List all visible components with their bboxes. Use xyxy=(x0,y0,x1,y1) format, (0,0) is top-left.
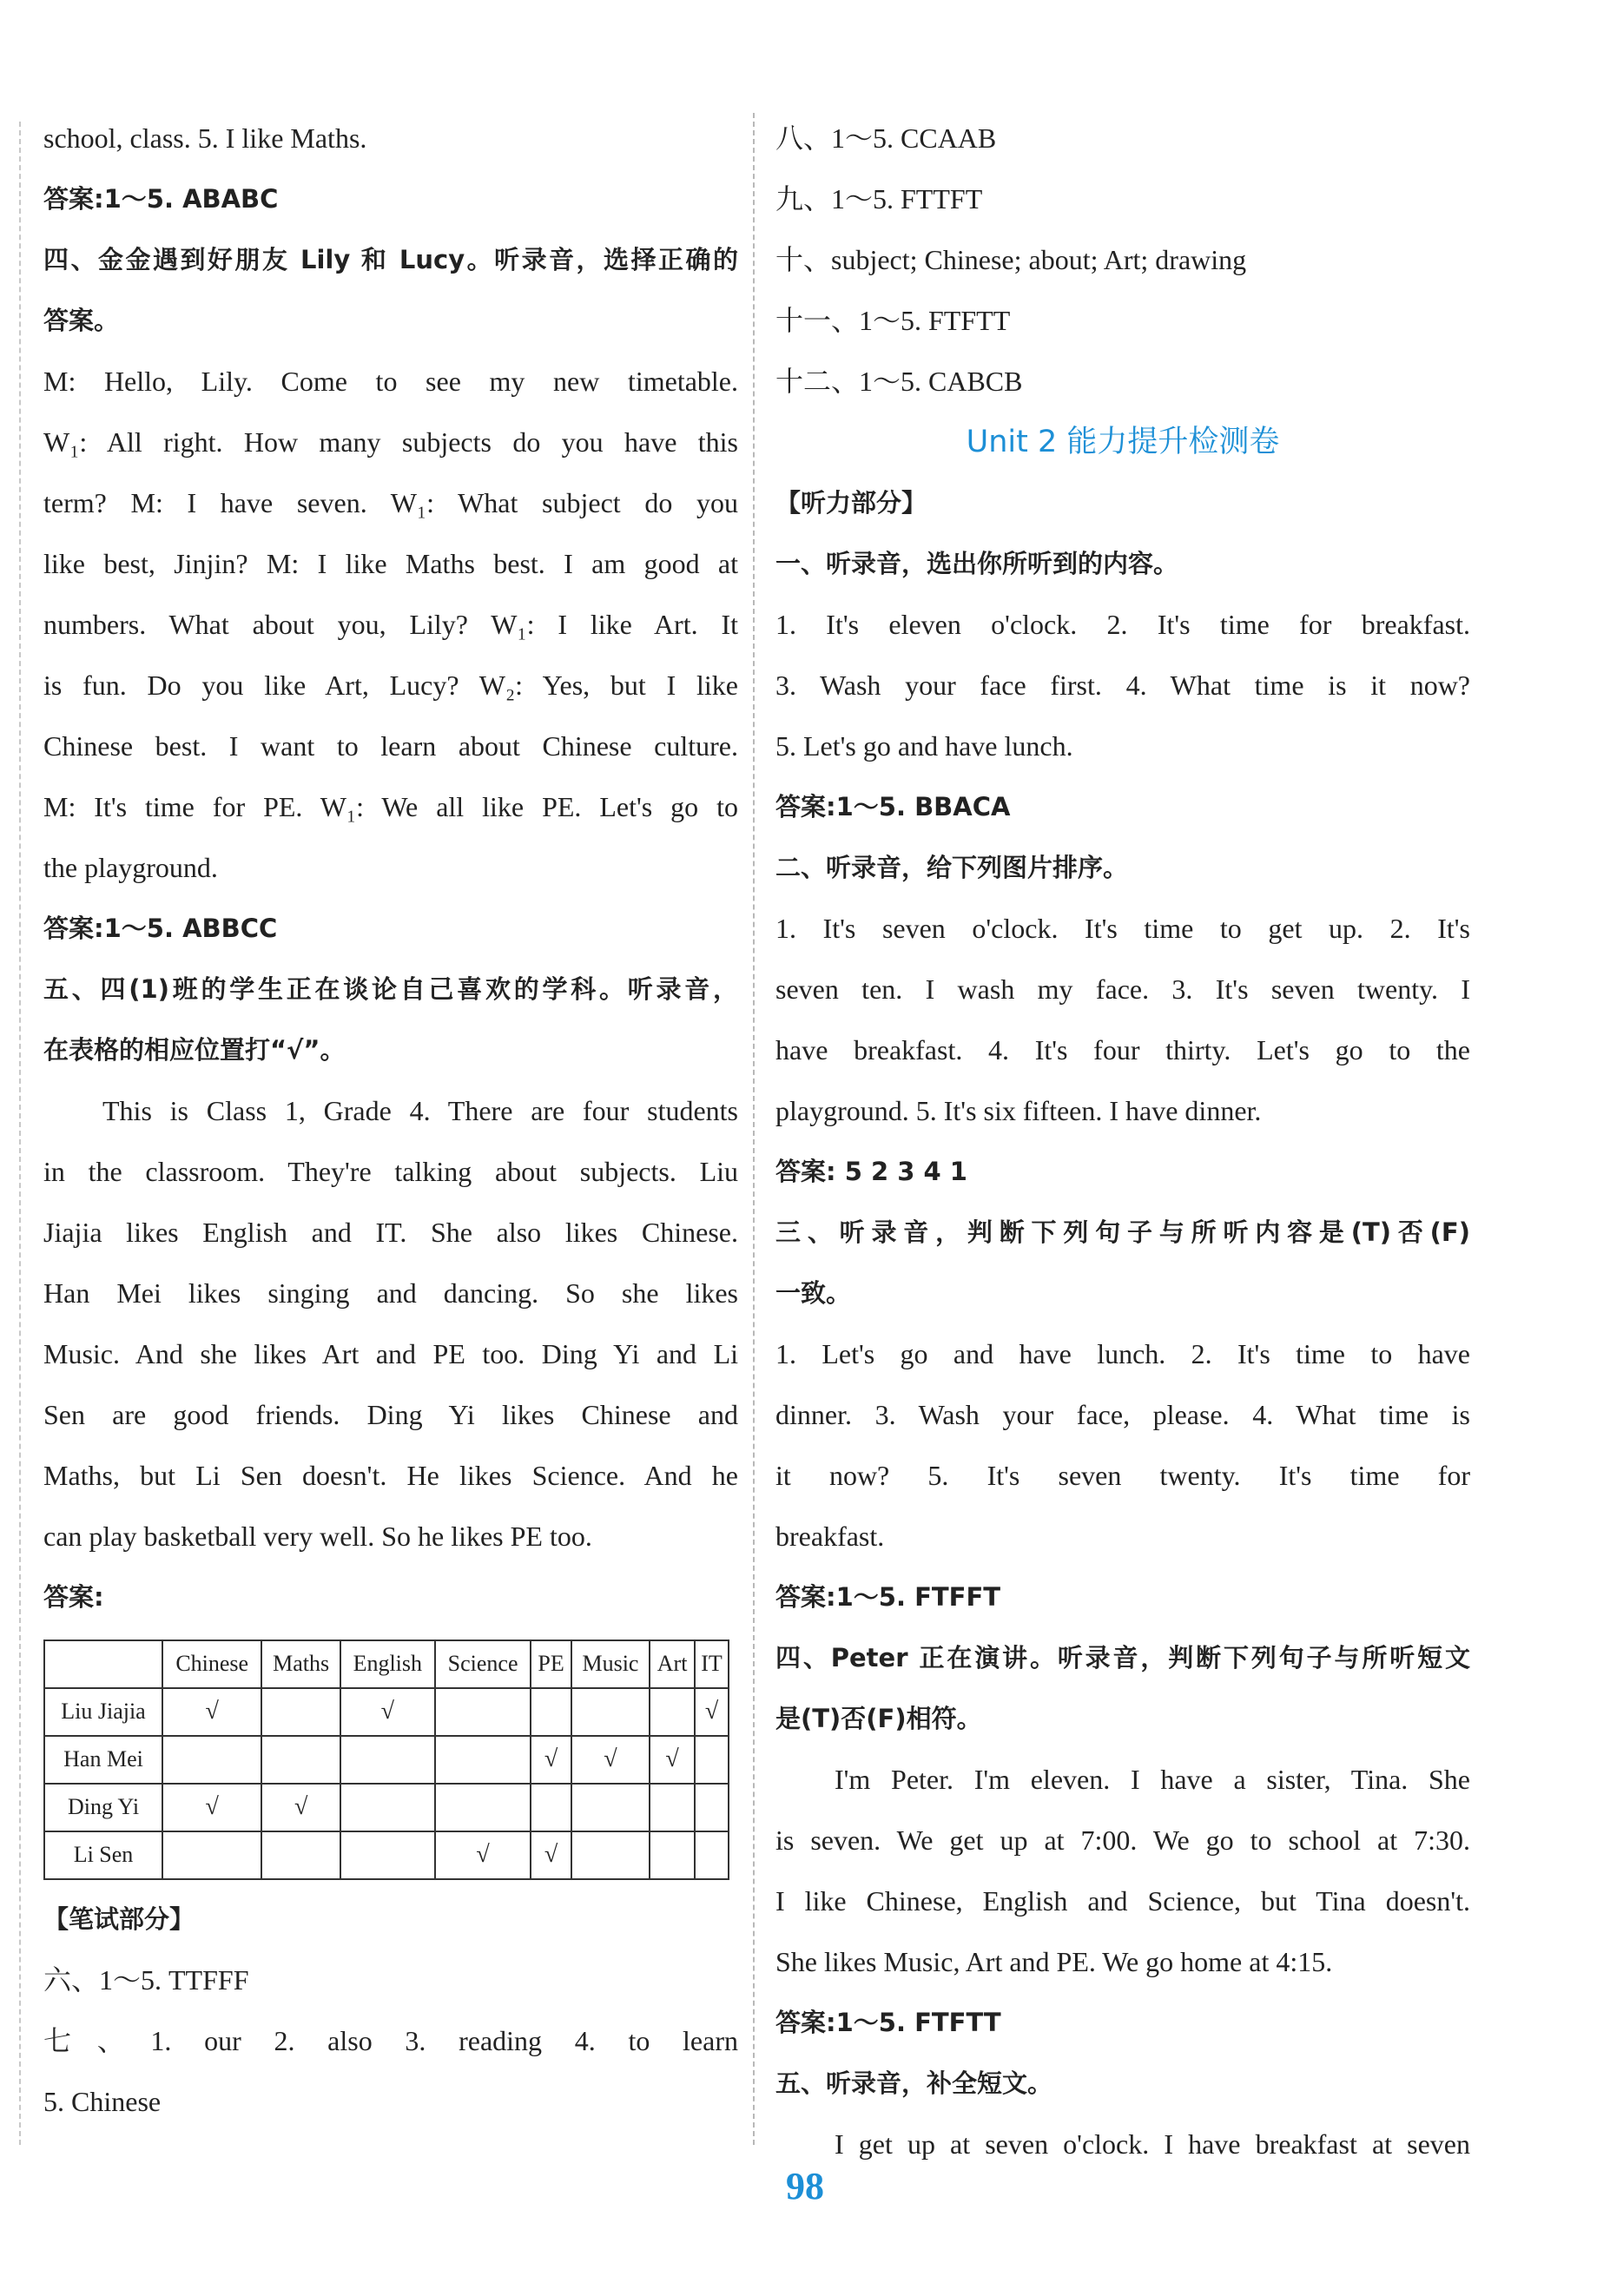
passage-line: Maths, but Li Sen doesn't. He likes Science. And he xyxy=(43,1460,738,1491)
text-line: playground. 5. It's six fifteen. I have dinner. xyxy=(775,1095,1262,1126)
tick-cell xyxy=(695,1831,729,1879)
tick-cell xyxy=(650,1784,695,1831)
dialogue-line: like best, Jinjin? M: I like Maths best. I am good at xyxy=(43,548,738,579)
passage-line: She likes Music, Art and PE. We go home at 4:15. xyxy=(775,1946,1333,1977)
text-line: 3. Wash your face first. 4. What time is it now? xyxy=(775,670,1470,701)
dialogue-line: numbers. What about you, Lily? W₁: I like Art. It xyxy=(43,609,738,640)
right-column xyxy=(775,108,1470,2174)
section-heading-5-cont: 在表格的相应位置打“√”。 xyxy=(43,1035,346,1065)
page-number: 98 xyxy=(786,2165,824,2207)
column-header: Music xyxy=(571,1640,650,1688)
section-label-listening: 【听力部分】 xyxy=(775,488,927,518)
text-line: 1. Let's go and have lunch. 2. It's time to have xyxy=(775,1338,1470,1369)
tick-cell xyxy=(340,1831,435,1879)
passage-line: I get up at seven o'clock. I have breakfast at seven xyxy=(835,2128,1470,2160)
answer-label: 答案: xyxy=(43,1582,104,1612)
tick-cell: √ xyxy=(531,1736,571,1784)
table-row xyxy=(44,1784,729,1831)
answer-line: 十一、1～5. FTFTT xyxy=(775,305,1011,336)
passage-line: Jiajia likes English and IT. She also likes Chinese. xyxy=(43,1217,738,1248)
answer-line: 九、1～5. FTTFT xyxy=(775,183,983,214)
tick-cell xyxy=(261,1688,340,1736)
passage-line: I'm Peter. I'm eleven. I have a sister, Tina. She xyxy=(835,1764,1470,1795)
student-name: Li Sen xyxy=(44,1831,162,1879)
dialogue-line: M: Hello, Lily. Come to see my new timetable. xyxy=(43,366,738,397)
text-line: dinner. 3. Wash your face, please. 4. What time is xyxy=(775,1399,1470,1430)
section-heading-3-cont: 一致。 xyxy=(775,1278,852,1308)
column-header: PE xyxy=(531,1640,571,1688)
tick-cell xyxy=(261,1831,340,1879)
unit-title: Unit 2 能力提升检测卷 xyxy=(966,425,1280,459)
column-header: English xyxy=(340,1640,435,1688)
dialogue-line: M: It's time for PE. W₁: We all like PE. Let's go to xyxy=(43,791,738,822)
text-line: 5. Let's go and have lunch. xyxy=(775,730,1073,762)
tick-cell: √ xyxy=(162,1784,261,1831)
tick-cell xyxy=(571,1688,650,1736)
passage-line: can play basketball very well. So he likes PE too. xyxy=(43,1521,592,1552)
section-heading-4: 四、Peter 正在演讲。听录音，判断下列句子与所听短文 xyxy=(775,1643,1470,1673)
text-line: 1. It's eleven o'clock. 2. It's time for breakfast. xyxy=(775,609,1470,640)
text-line: school, class. 5. I like Maths. xyxy=(43,122,367,154)
dialogue-line: term? M: I have seven. W₁: What subject do you xyxy=(43,487,738,518)
tick-cell xyxy=(531,1688,571,1736)
column-divider xyxy=(753,113,755,2145)
table-corner-cell xyxy=(44,1640,162,1688)
answer-line: 七、1. our 2. also 3. reading 4. to learn xyxy=(43,2025,738,2056)
answer-line: 5. Chinese xyxy=(43,2086,162,2117)
section-heading-3: 三、听录音，判断下列句子与所听内容是(T)否(F) xyxy=(775,1217,1470,1247)
tick-cell xyxy=(571,1784,650,1831)
table-row xyxy=(44,1688,729,1736)
subject-tick-table xyxy=(43,1640,729,1880)
student-name: Ding Yi xyxy=(44,1784,162,1831)
text-line: seven ten. I wash my face. 3. It's seven twenty. I xyxy=(775,973,1470,1005)
dialogue-line: is fun. Do you like Art, Lucy? W₂: Yes, but I like xyxy=(43,670,738,701)
table-row xyxy=(44,1831,729,1879)
section-heading-1: 一、听录音，选出你所听到的内容。 xyxy=(775,549,1179,578)
tick-cell xyxy=(162,1831,261,1879)
passage-line: Music. And she likes Art and PE too. Ding Yi and Li xyxy=(43,1338,738,1369)
left-column xyxy=(43,108,738,2132)
passage-line: I like Chinese, English and Science, but Tina doesn't. xyxy=(775,1885,1470,1917)
tick-cell: √ xyxy=(695,1688,729,1736)
tick-cell: √ xyxy=(340,1688,435,1736)
tick-cell xyxy=(571,1831,650,1879)
section-heading-5: 五、听录音，补全短文。 xyxy=(775,2068,1053,2098)
tick-cell: √ xyxy=(162,1688,261,1736)
text-line: breakfast. xyxy=(775,1521,885,1552)
tick-cell xyxy=(695,1736,729,1784)
dialogue-line: the playground. xyxy=(43,852,218,883)
section-label-writing: 【笔试部分】 xyxy=(43,1904,195,1934)
student-name: Han Mei xyxy=(44,1736,162,1784)
table-header-row xyxy=(44,1640,729,1688)
tick-cell xyxy=(261,1736,340,1784)
tick-cell xyxy=(531,1784,571,1831)
answer-line: 答案:1～5. FTFFT xyxy=(775,1582,1001,1612)
answer-line: 答案:1～5. ABBCC xyxy=(43,914,278,943)
tick-cell xyxy=(695,1784,729,1831)
tick-cell: √ xyxy=(571,1736,650,1784)
passage-line: Sen are good friends. Ding Yi likes Chinese and xyxy=(43,1399,738,1430)
text-line: have breakfast. 4. It's four thirty. Let's go to the xyxy=(775,1034,1470,1066)
column-header: IT xyxy=(695,1640,729,1688)
answer-line: 十、subject; Chinese; about; Art; drawing xyxy=(775,244,1247,275)
section-heading-2: 二、听录音，给下列图片排序。 xyxy=(775,853,1129,882)
passage-line: This is Class 1, Grade 4. There are four students xyxy=(102,1095,738,1126)
tick-cell xyxy=(435,1736,531,1784)
dialogue-line: W₁: All right. How many subjects do you have this xyxy=(43,426,738,458)
tick-cell: √ xyxy=(531,1831,571,1879)
column-header: Chinese xyxy=(162,1640,261,1688)
tick-cell xyxy=(435,1688,531,1736)
tick-cell: √ xyxy=(650,1736,695,1784)
answer-line: 六、1～5. TTFFF xyxy=(43,1964,249,1996)
text-line: 1. It's seven o'clock. It's time to get up. 2. It's xyxy=(775,913,1470,944)
dialogue-line: Chinese best. I want to learn about Chinese culture. xyxy=(43,730,738,762)
section-heading-4: 四、金金遇到好朋友 Lily 和 Lucy。听录音，选择正确的 xyxy=(43,245,738,274)
tick-cell xyxy=(650,1831,695,1879)
answer-line: 十二、1～5. CABCB xyxy=(775,366,1023,397)
column-header: Art xyxy=(650,1640,695,1688)
left-margin-rule xyxy=(19,122,21,2145)
tick-cell xyxy=(340,1736,435,1784)
table-row xyxy=(44,1736,729,1784)
passage-line: Han Mei likes singing and dancing. So she likes xyxy=(43,1277,738,1309)
answer-line: 答案:1～5. FTFTT xyxy=(775,2008,1001,2037)
answer-line: 答案:1～5. ABABC xyxy=(43,184,279,214)
tick-cell xyxy=(340,1784,435,1831)
tick-cell: √ xyxy=(435,1831,531,1879)
passage-line: is seven. We get up at 7:00. We go to school at 7:30. xyxy=(775,1824,1470,1856)
passage-line: in the classroom. They're talking about subjects. Liu xyxy=(43,1156,738,1187)
section-heading-5: 五、四(1)班的学生正在谈论自己喜欢的学科。听录音， xyxy=(43,974,738,1004)
tick-cell xyxy=(435,1784,531,1831)
student-name: Liu Jiajia xyxy=(44,1688,162,1736)
column-header: Maths xyxy=(261,1640,340,1688)
answer-line: 答案: 5 2 3 4 1 xyxy=(775,1157,967,1186)
text-line: it now? 5. It's seven twenty. It's time for xyxy=(775,1460,1470,1491)
answer-line: 八、1～5. CCAAB xyxy=(775,122,997,154)
tick-cell: √ xyxy=(261,1784,340,1831)
section-heading-4-cont: 是(T)否(F)相符。 xyxy=(775,1704,982,1733)
tick-cell xyxy=(162,1736,261,1784)
section-heading-4-cont: 答案。 xyxy=(43,306,120,335)
answer-line: 答案:1～5. BBACA xyxy=(775,792,1011,821)
tick-cell xyxy=(650,1688,695,1736)
column-header: Science xyxy=(435,1640,531,1688)
